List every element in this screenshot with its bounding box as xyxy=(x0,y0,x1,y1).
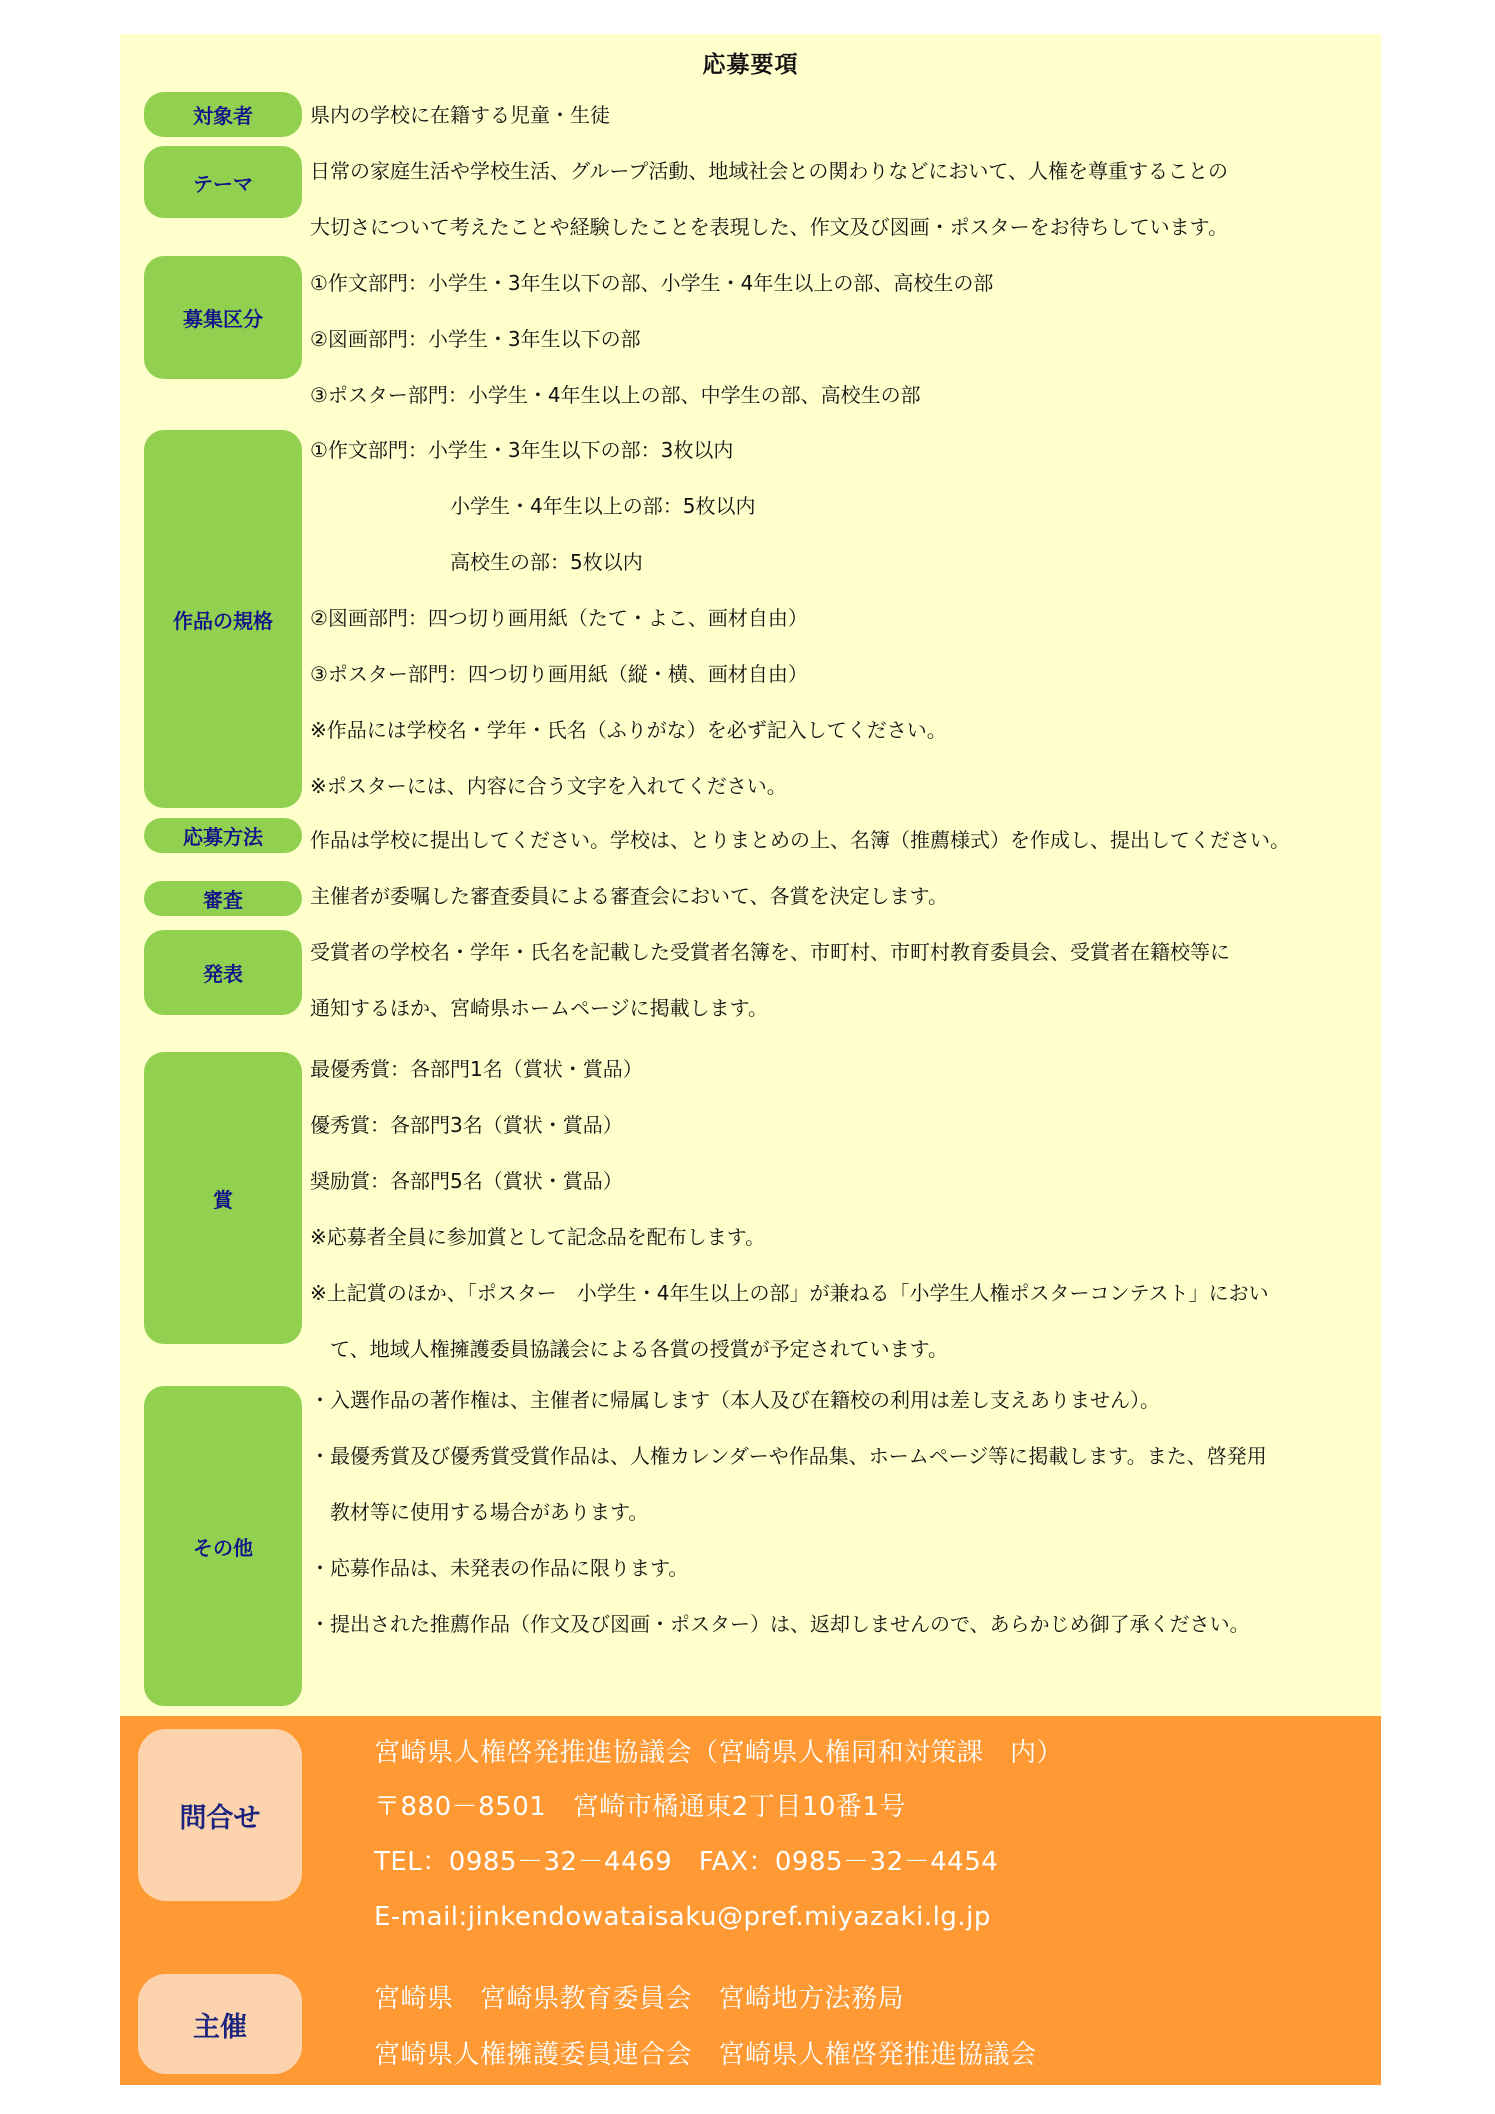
organizer-line: 宮崎県 宮崎県教育委員会 宮崎地方法務局 xyxy=(374,1984,905,2014)
label-method: 応募方法 xyxy=(144,818,302,853)
label-other: その他 xyxy=(144,1386,302,1706)
other-line: ・提出された推薦作品（作文及び図画・ポスター）は、返却しませんので、あらかじめ御了承ください。 xyxy=(310,1612,1250,1636)
award-line: て、地域人権擁護委員協議会による各賞の授賞が予定されています。 xyxy=(310,1337,948,1361)
label-contact: 問合せ xyxy=(138,1729,302,1901)
page-title: 応募要項 xyxy=(702,52,799,78)
spec-line: 小学生・4年生以上の部：5枚以内 xyxy=(310,494,756,518)
other-line: 教材等に使用する場合があります。 xyxy=(310,1500,649,1524)
contact-line: 宮崎県人権啓発推進協議会（宮崎県人権同和対策課 内） xyxy=(374,1738,1064,1768)
guidelines-sheet xyxy=(120,34,1381,2085)
award-line: 最優秀賞：各部門1名（賞状・賞品） xyxy=(310,1057,643,1081)
target-line: 県内の学校に在籍する児童・生徒 xyxy=(310,103,610,127)
application-guidelines-panel xyxy=(120,34,1381,1716)
theme-line: 大切さについて考えたことや経験したことを表現した、作文及び図画・ポスターをお待ちしています。 xyxy=(310,215,1228,239)
label-organizer: 主催 xyxy=(138,1974,302,2074)
contact-panel xyxy=(120,1716,1381,2085)
spec-line: ②図画部門：四つ切り画用紙（たて・よこ、画材自由） xyxy=(310,606,808,630)
award-line: 優秀賞：各部門3名（賞状・賞品） xyxy=(310,1113,623,1137)
spec-line: ①作文部門：小学生・3年生以下の部：3枚以内 xyxy=(310,438,734,462)
other-line: ・応募作品は、未発表の作品に限ります。 xyxy=(310,1556,689,1580)
spec-line: ③ポスター部門：四つ切り画用紙（縦・横、画材自由） xyxy=(310,662,808,686)
method-line: 作品は学校に提出してください。学校は、とりまとめの上、名簿（推薦様式）を作成し、提出してください。 xyxy=(310,828,1290,852)
label-categories: 募集区分 xyxy=(144,256,302,379)
spec-line: ※作品には学校名・学年・氏名（ふりがな）を必ず記入してください。 xyxy=(310,718,947,742)
award-line: ※応募者全員に参加賞として記念品を配布します。 xyxy=(310,1225,766,1249)
label-target: 対象者 xyxy=(144,92,302,137)
spec-line: ※ポスターには、内容に合う文字を入れてください。 xyxy=(310,774,787,798)
other-line: ・最優秀賞及び優秀賞受賞作品は、人権カレンダーや作品集、ホームページ等に掲載します。また、啓発用 xyxy=(310,1444,1267,1468)
label-announcement: 発表 xyxy=(144,930,302,1015)
other-line: ・入選作品の著作権は、主催者に帰属します（本人及び在籍校の利用は差し支えありません）。 xyxy=(310,1388,1160,1412)
category-line: ③ポスター部門：小学生・4年生以上の部、中学生の部、高校生の部 xyxy=(310,383,921,407)
spec-line: 高校生の部：5枚以内 xyxy=(310,550,643,574)
category-line: ①作文部門：小学生・3年生以下の部、小学生・4年生以上の部、高校生の部 xyxy=(310,271,994,295)
award-line: 奨励賞：各部門5名（賞状・賞品） xyxy=(310,1169,623,1193)
announcement-line: 受賞者の学校名・学年・氏名を記載した受賞者名簿を、市町村、市町村教育委員会、受賞者在籍校等に xyxy=(310,940,1230,964)
announcement-line: 通知するほか、宮崎県ホームページに掲載します。 xyxy=(310,996,768,1020)
label-specs: 作品の規格 xyxy=(144,430,302,808)
judging-line: 主催者が委嘱した審査委員による審査会において、各賞を決定します。 xyxy=(310,884,948,908)
contact-line: TEL：0985－32－4469 FAX：0985－32－4454 xyxy=(374,1847,999,1877)
theme-line: 日常の家庭生活や学校生活、グループ活動、地域社会との関わりなどにおいて、人権を尊重することの xyxy=(310,159,1228,183)
contact-email: E-mail:jinkendowataisaku@pref.miyazaki.lg.jp xyxy=(374,1902,991,1932)
label-judging: 審査 xyxy=(144,881,302,916)
contact-line: 〒880－8501 宮崎市橘通東2丁目10番1号 xyxy=(374,1792,906,1822)
label-theme: テーマ xyxy=(144,146,302,218)
category-line: ②図画部門：小学生・3年生以下の部 xyxy=(310,327,641,351)
award-line: ※上記賞のほか、「ポスター 小学生・4年生以上の部」が兼ねる「小学生人権ポスターコンテスト」におい xyxy=(310,1281,1269,1305)
organizer-line: 宮崎県人権擁護委員連合会 宮崎県人権啓発推進協議会 xyxy=(374,2040,1037,2070)
label-awards: 賞 xyxy=(144,1052,302,1344)
